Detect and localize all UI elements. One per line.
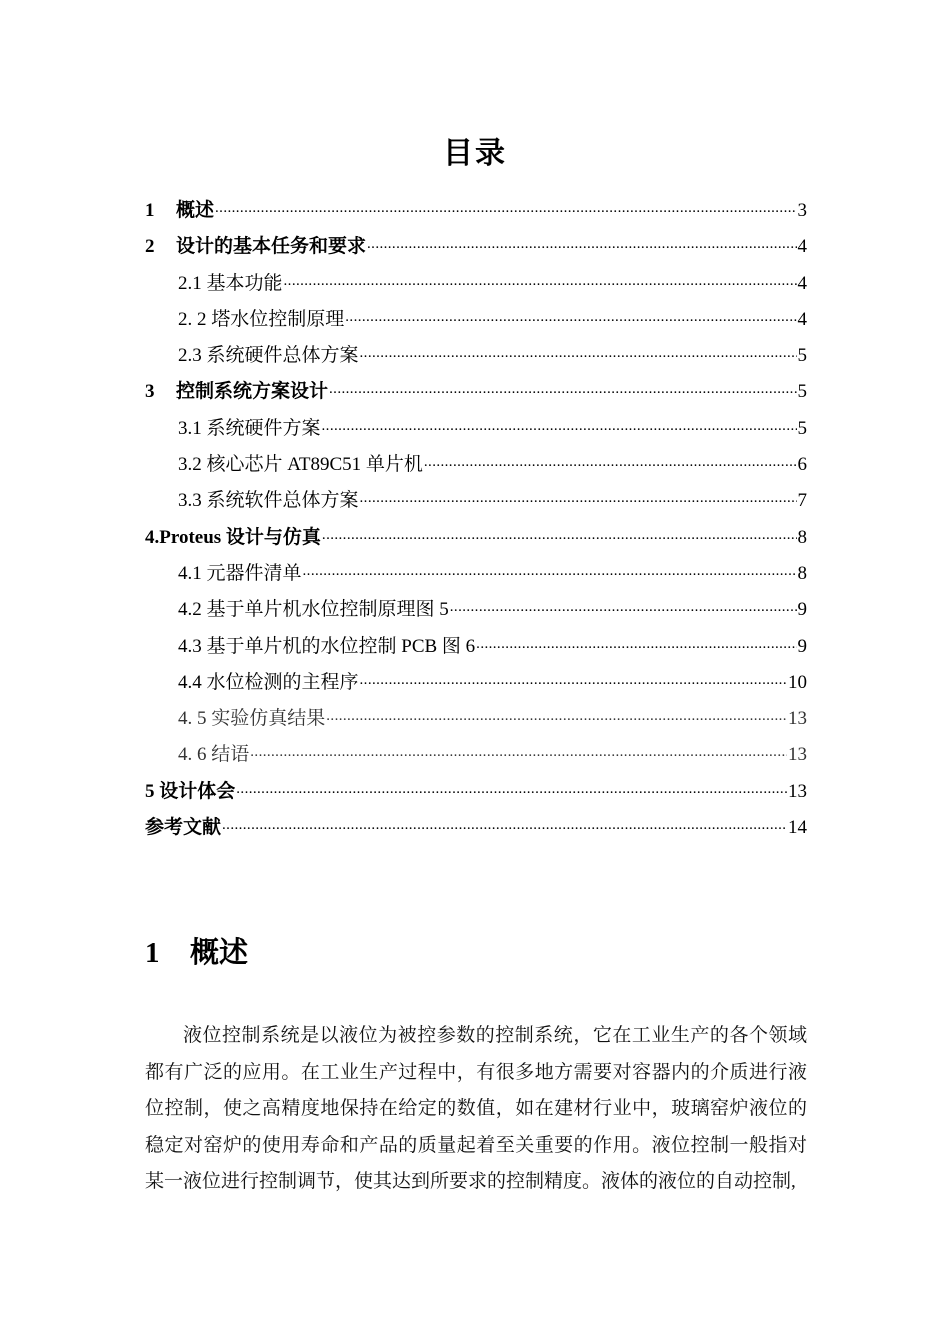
toc-entry-number: 3	[145, 381, 155, 403]
toc-leader-dots	[367, 232, 796, 252]
table-of-contents	[145, 193, 807, 846]
toc-entry[interactable]	[145, 520, 807, 556]
toc-entry[interactable]	[145, 193, 807, 229]
toc-entry-page: 4	[797, 272, 807, 294]
toc-entry-label: 4.1 元器件清单	[178, 562, 302, 584]
toc-entry[interactable]	[145, 592, 807, 628]
toc-leader-dots	[450, 595, 797, 615]
toc-entry-page: 8	[797, 562, 807, 584]
toc-entry-label: 4. 5 实验仿真结果	[178, 708, 326, 730]
toc-entry-page: 13	[788, 780, 807, 802]
toc-leader-dots	[236, 777, 787, 797]
toc-entry-label: 参考文献	[145, 817, 222, 839]
toc-entry-label: 4.Proteus 设计与仿真	[145, 526, 321, 548]
toc-leader-dots	[424, 450, 797, 470]
toc-entry[interactable]	[145, 411, 807, 447]
toc-entry-label: 2. 2 塔水位控制原理	[178, 308, 345, 330]
toc-leader-dots	[250, 740, 787, 760]
toc-entry-label: 设计的基本任务和要求	[176, 236, 367, 258]
toc-entry-page: 6	[797, 454, 807, 476]
toc-leader-dots	[284, 269, 797, 289]
toc-entry[interactable]	[145, 810, 807, 846]
toc-entry[interactable]	[145, 737, 807, 773]
toc-entry-label: 3.2 核心芯片 AT89C51 单片机	[178, 454, 423, 476]
toc-leader-dots	[329, 377, 796, 397]
toc-leader-dots	[326, 704, 787, 724]
toc-entry-page: 13	[788, 744, 807, 766]
toc-entry[interactable]	[145, 556, 807, 592]
toc-entry-page: 9	[797, 635, 807, 657]
toc-leader-dots	[322, 414, 797, 434]
toc-entry-page: 13	[788, 708, 807, 730]
section-number: 1	[145, 937, 160, 969]
body-paragraph: 液位控制系统是以液位为被控参数的控制系统，它在工业生产的各个领域都有广泛的应用。在工业生产过程中，有很多地方需要对容器内的介质进行液位控制，使之高精度地保持在给定的数值，如在建材行业中，玻璃窑炉液位的稳定对窑炉的使用寿命和产品的质量起着至关重要的作用。液位控制一般指对某一液位进行控制调节，使其达到所要求的控制精度。液体的液位的自动控制,	[145, 1025, 807, 1193]
toc-entry-page: 5	[797, 381, 807, 403]
toc-leader-dots	[360, 486, 797, 506]
toc-leader-dots	[360, 341, 797, 361]
toc-leader-dots	[322, 523, 797, 543]
toc-entry-page: 9	[797, 599, 807, 621]
toc-entry-label: 5 设计体会	[145, 780, 236, 802]
toc-entry[interactable]	[145, 774, 807, 810]
toc-entry-label: 2.1 基本功能	[178, 272, 283, 294]
toc-leader-dots	[222, 813, 787, 833]
toc-leader-dots	[345, 305, 796, 325]
toc-entry-page: 10	[788, 671, 807, 693]
toc-entry-page: 4	[797, 236, 807, 258]
section-title: 概述	[190, 937, 249, 969]
toc-entry-page: 3	[797, 200, 807, 221]
toc-title: 目录	[443, 137, 507, 170]
toc-entry[interactable]	[145, 266, 807, 302]
toc-leader-dots	[476, 632, 796, 652]
toc-entry[interactable]	[145, 701, 807, 737]
toc-entry-label: 4. 6 结语	[178, 744, 250, 766]
toc-entry-label: 控制系统方案设计	[176, 381, 329, 403]
toc-entry-number: 2	[145, 236, 155, 258]
toc-entry[interactable]	[145, 629, 807, 665]
toc-entry-label: 概述	[176, 200, 215, 221]
toc-leader-dots	[215, 196, 796, 216]
toc-entry[interactable]	[145, 447, 807, 483]
toc-entry[interactable]	[145, 483, 807, 519]
toc-leader-dots	[303, 559, 797, 579]
toc-entry-page: 7	[797, 490, 807, 512]
toc-entry-label: 2.3 系统硬件总体方案	[178, 345, 359, 367]
toc-entry-page: 5	[797, 417, 807, 439]
toc-leader-dots	[360, 668, 787, 688]
toc-entry-label: 4.3 基于单片机的水位控制 PCB 图 6	[178, 635, 476, 657]
toc-entry-label: 3.1 系统硬件方案	[178, 417, 321, 439]
toc-entry-label: 3.3 系统软件总体方案	[178, 490, 359, 512]
toc-entry[interactable]	[145, 338, 807, 374]
section-heading	[145, 930, 248, 971]
toc-entry-page: 4	[797, 308, 807, 330]
toc-entry-page: 14	[788, 817, 807, 839]
toc-entry-label: 4.4 水位检测的主程序	[178, 671, 359, 693]
toc-entry[interactable]	[145, 374, 807, 410]
toc-entry-page: 5	[797, 345, 807, 367]
toc-entry-page: 8	[797, 526, 807, 548]
toc-entry-number: 1	[145, 200, 155, 221]
toc-entry-label: 4.2 基于单片机水位控制原理图 5	[178, 599, 449, 621]
toc-entry[interactable]	[145, 229, 807, 265]
toc-entry[interactable]	[145, 302, 807, 338]
toc-entry[interactable]	[145, 665, 807, 701]
